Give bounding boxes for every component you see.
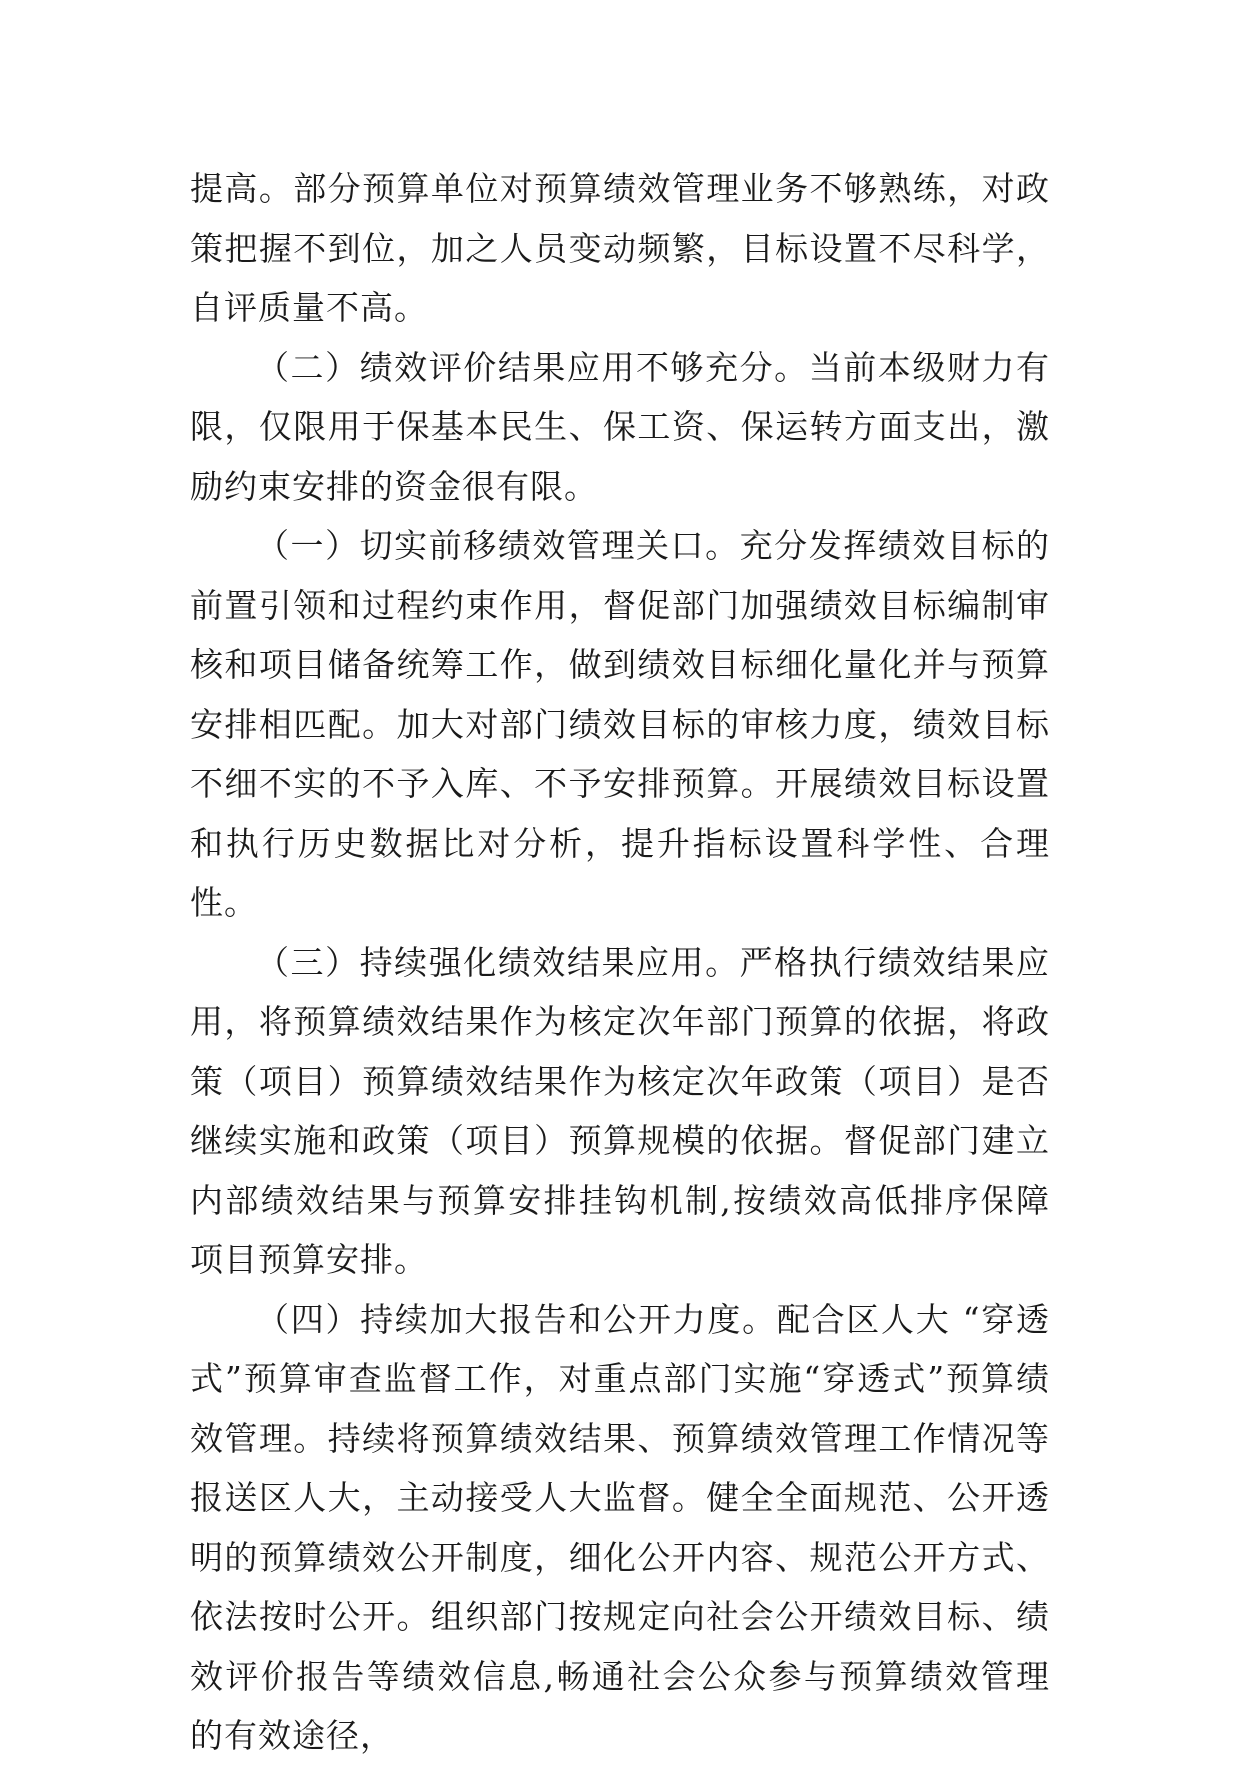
- paragraph-measure-1: （一）切实前移绩效管理关口。充分发挥绩效目标的前置引领和过程约束作用，督促部门加强绩效目标编制审核和项目储备统筹工作，做到绩效目标细化量化并与预算安排相匹配。加大对部门绩效目标的审核力度，绩效目标不细不实的不予入库、不予安排预算。开展绩效目标设置和执行历史数据比对分析，提升指标设置科学性、合理性。: [190, 526, 1050, 922]
- paragraph-measure-4: （四）持续加大报告和公开力度。配合区人大 “穿透式”预算审查监督工作，对重点部门实施“穿透式”预算绩效管理。持续将预算绩效结果、预算绩效管理工作情况等报送区人大，主动接受人大监督。健全全面规范、公开透明的预算绩效公开制度，细化公开内容、规范公开方式、依法按时公开。组织部门按规定向社会公开绩效目标、绩效评价报告等绩效信息,畅通社会公众参与预算绩效管理的有效途径，: [190, 1299, 1050, 1755]
- paragraph-issue-2: （二）绩效评价结果应用不够充分。当前本级财力有限，仅限用于保基本民生、保工资、保运转方面支出，激励约束安排的资金很有限。: [190, 347, 1050, 506]
- document-body: [190, 159, 1050, 1766]
- paragraph-continuation: 提高。部分预算单位对预算绩效管理业务不够熟练，对政策把握不到位，加之人员变动频繁，目标设置不尽科学，自评质量不高。: [190, 169, 1050, 327]
- paragraph-measure-3: （三）持续强化绩效结果应用。严格执行绩效结果应用，将预算绩效结果作为核定次年部门预算的依据，将政策（项目）预算绩效结果作为核定次年政策（项目）是否继续实施和政策（项目）预算规模的依据。督促部门建立内部绩效结果与预算安排挂钩机制,按绩效高低排序保障项目预算安排。: [190, 942, 1050, 1279]
